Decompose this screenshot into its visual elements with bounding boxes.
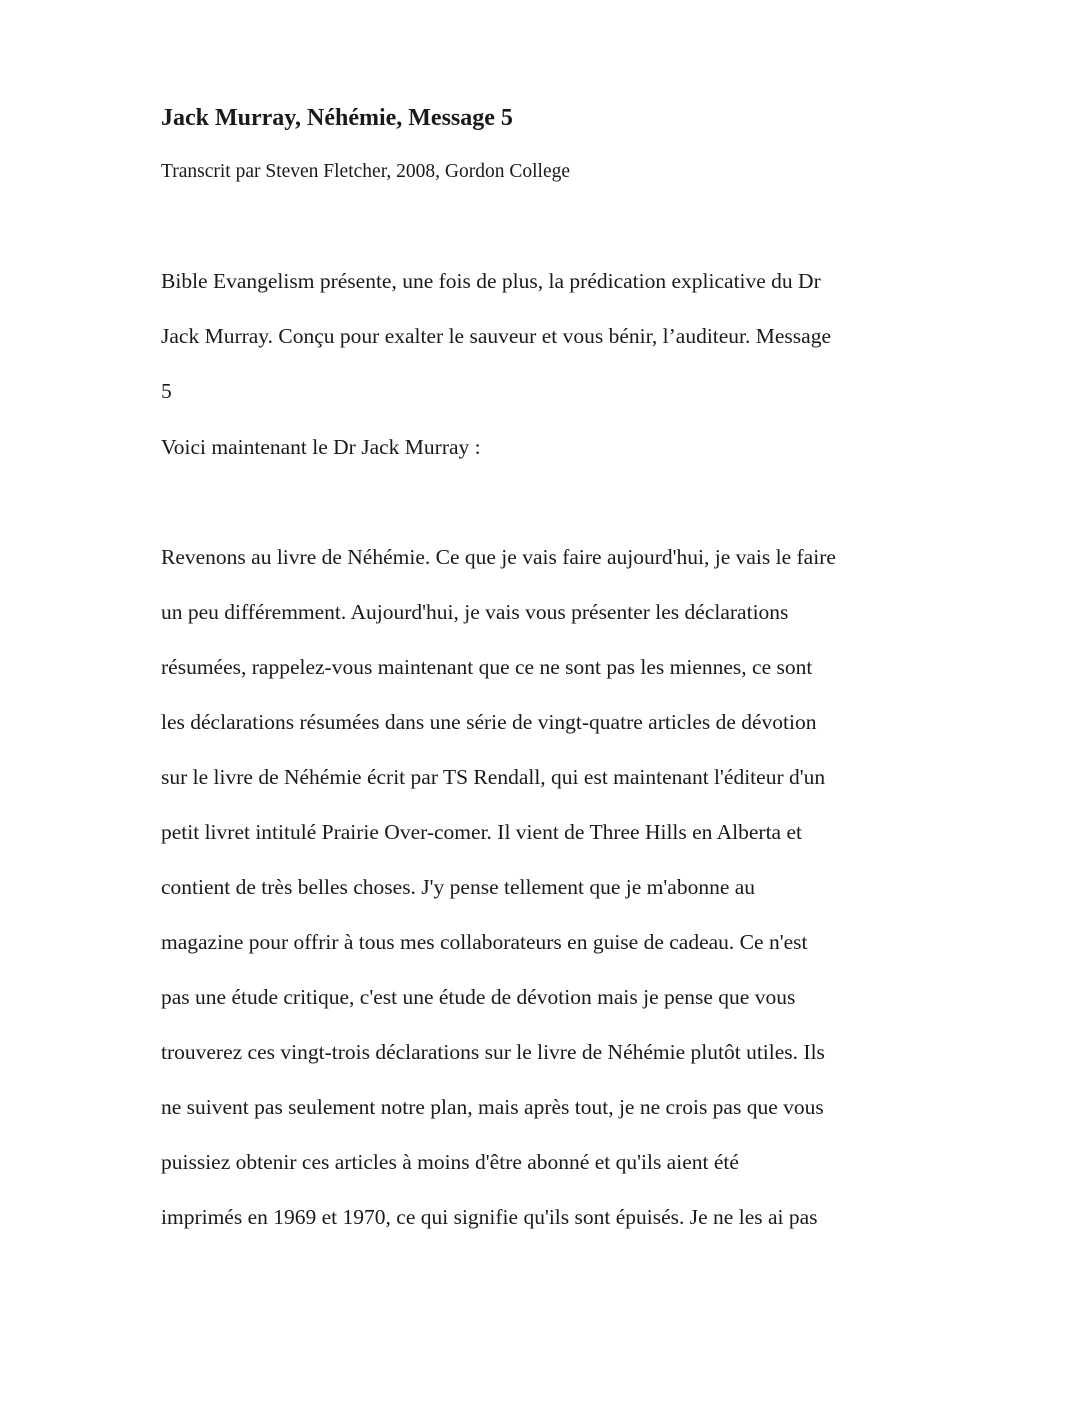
body-line: sur le livre de Néhémie écrit par TS Rendall, qui est maintenant l'éditeur d'un [161,765,826,789]
intro-line: 5 [161,379,172,403]
body-line: puissiez obtenir ces articles à moins d'être abonné et qu'ils aient été [161,1150,739,1174]
body-line: trouverez ces vingt-trois déclarations sur le livre de Néhémie plutôt utiles. Ils [161,1040,825,1064]
intro-line: Voici maintenant le Dr Jack Murray : [161,435,481,459]
intro-line: Jack Murray. Conçu pour exalter le sauveur et vous bénir, l’auditeur. Message [161,324,832,348]
body-line: résumées, rappelez-vous maintenant que ce ne sont pas les miennes, ce sont [161,655,813,679]
body-line: contient de très belles choses. J'y pense tellement que je m'abonne au [161,875,756,899]
transcriber-credit: Transcrit par Steven Fletcher, 2008, Gordon College [161,161,571,182]
body-line: les déclarations résumées dans une série de vingt-quatre articles de dévotion [161,710,817,734]
body-line: petit livret intitulé Prairie Over-comer. Il vient de Three Hills en Alberta et [161,820,802,844]
intro-line: Bible Evangelism présente, une fois de plus, la prédication explicative du Dr [161,269,821,293]
body-line: Revenons au livre de Néhémie. Ce que je vais faire aujourd'hui, je vais le faire [161,545,836,569]
body-line: pas une étude critique, c'est une étude de dévotion mais je pense que vous [161,985,796,1009]
body-line: imprimés en 1969 et 1970, ce qui signifie qu'ils sont épuisés. Je ne les ai pas [161,1205,818,1229]
body-line: un peu différemment. Aujourd'hui, je vais vous présenter les déclarations [161,600,789,624]
body-line: magazine pour offrir à tous mes collaborateurs en guise de cadeau. Ce n'est [161,930,808,954]
body-line: ne suivent pas seulement notre plan, mais après tout, je ne crois pas que vous [161,1095,824,1119]
document-title: Jack Murray, Néhémie, Message 5 [161,105,513,131]
